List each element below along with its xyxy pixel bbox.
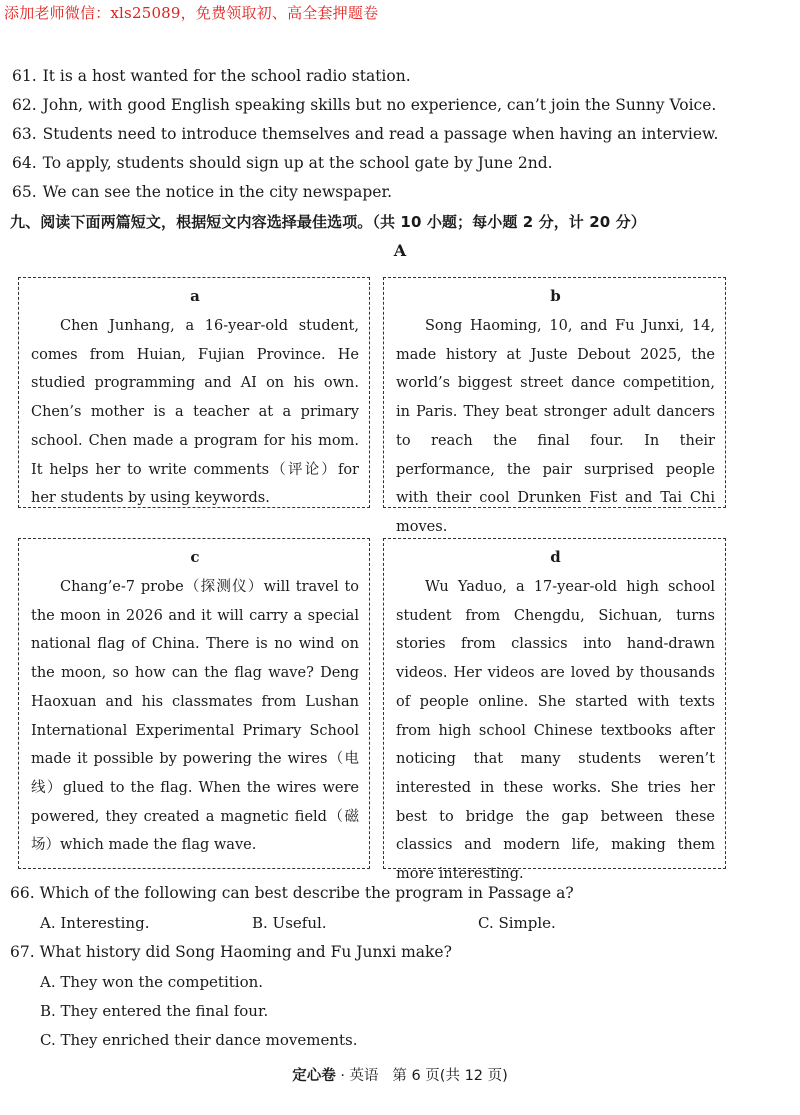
q67-option-b: B. They entered the final four. [40, 1002, 269, 1020]
passage-d [383, 538, 726, 883]
statement-63 [12, 125, 718, 143]
footer-brand: 定心卷 [292, 1068, 336, 1084]
passage-text: Song Haoming, 10, and Fu Junxi, 14, made history at Juste Debout 2025, the world’s biggest street dance competition, in Paris. They beat stronger adult dancers to reach the final four. In their performance, the pair surprised people with their cool Drunken Fist and Tai Chi moves. [396, 318, 715, 535]
q66-option-a: A. Interesting. [40, 914, 150, 932]
passage-text: Chen Junhang, a 16-year-old student, comes from Huian, Fujian Province. He studied programming and AI on his own. Chen’s mother is a teacher at a primary school. Chen made a program for his mom. It helps her to write comments（评论）for her students by using keywords. [31, 318, 359, 507]
passage-title: c [190, 548, 200, 566]
statement-text: We can see the notice in the city newspaper. [42, 183, 393, 201]
question-number: 67. [10, 943, 35, 961]
statement-text: To apply, students should sign up at the school gate by June 2nd. [42, 154, 553, 172]
statement-61 [12, 67, 411, 85]
statement-number: 63. [12, 125, 37, 143]
statement-text: Students need to introduce themselves and read a passage when having an interview. [42, 125, 719, 143]
passage-title: b [550, 287, 561, 305]
statement-number: 65. [12, 183, 37, 201]
page-footer [0, 1064, 800, 1085]
statement-62 [12, 96, 716, 114]
statement-number: 61. [12, 67, 37, 85]
passage-b [383, 277, 726, 535]
part-label: A [393, 241, 407, 260]
watermark-text: 添加老师微信：xls25089，免费领取初、高全套押题卷 [4, 4, 379, 22]
passage-text: Wu Yaduo, a 17-year-old high school student from Chengdu, Sichuan, turns stories from classics into hand-drawn videos. Her videos are loved by thousands of people online. She started with texts from high school Chinese textbooks after noticing that many students weren’t interested in these works. She tries her best to bridge the gap between these classics and modern life, making them more interesting. [396, 579, 715, 883]
question-text: Which of the following can best describe the program in Passage a? [39, 884, 574, 902]
passage-title: a [190, 287, 200, 305]
question-66 [10, 884, 574, 902]
q66-option-b: B. Useful. [252, 914, 327, 932]
passage-text: Chang’e-7 probe（探测仪）will travel to the moon in 2026 and it will carry a special national flag of China. There is no wind on the moon, so how can the flag wave? Deng Haoxuan and his classmates from Lushan International Experimental Primary School made it possible by powering the wires（电线）glued to the flag. When the wires were powered, they created a magnetic field（磁场）which made the flag wave. [31, 579, 359, 854]
q67-option-a: A. They won the competition. [40, 973, 264, 991]
statement-text: It is a host wanted for the school radio station. [42, 67, 411, 85]
question-67 [10, 943, 452, 961]
question-number: 66. [10, 884, 35, 902]
statement-number: 64. [12, 154, 37, 172]
footer-page-number: 第 6 页(共 12 页) [392, 1068, 508, 1084]
section-heading: 九、阅读下面两篇短文，根据短文内容选择最佳选项。（共 10 小题；每小题 2 分，计 20 分） [10, 213, 646, 231]
q66-option-c: C. Simple. [478, 914, 556, 932]
passage-c [18, 538, 370, 869]
question-text: What history did Song Haoming and Fu Junxi make? [39, 943, 452, 961]
statement-65 [12, 183, 392, 201]
statement-text: John, with good English speaking skills but no experience, can’t join the Sunny Voice. [42, 96, 717, 114]
statement-number: 62. [12, 96, 37, 114]
statement-64 [12, 154, 553, 172]
passage-a [18, 277, 370, 508]
footer-subject: 英语 [349, 1068, 379, 1084]
passage-title: d [550, 548, 561, 566]
q67-option-c: C. They enriched their dance movements. [40, 1031, 358, 1049]
footer-separator: · [340, 1068, 345, 1084]
